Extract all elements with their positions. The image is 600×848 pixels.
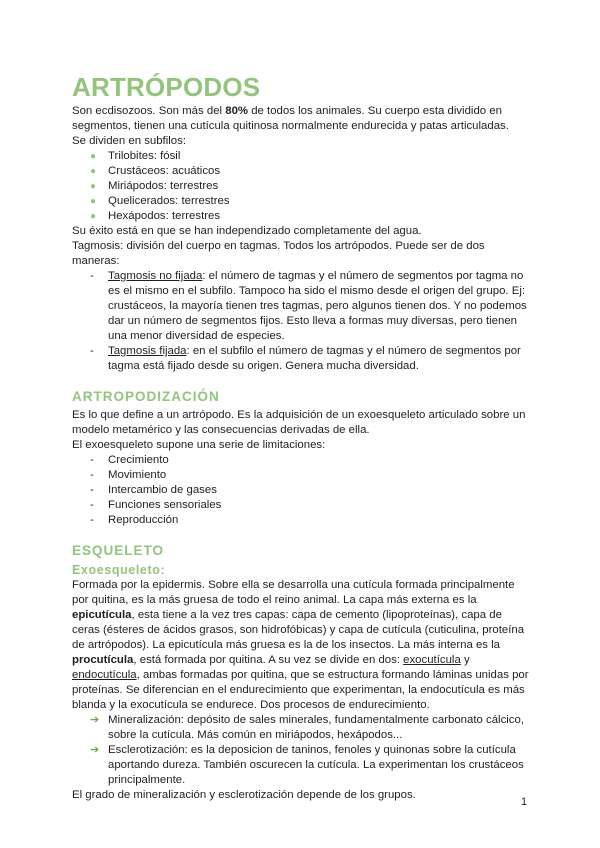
bullet-dot-icon: ● [90, 196, 97, 207]
list-item-text: Crustáceos: acuáticos [108, 165, 221, 177]
paragraph-text: , esta tiene a la vez tres capas: capa de cemento (lipoproteínas), capa de ceras (ésteres de ácidos grasos, son hidrofóbicas) y capa de cutícula (cuticulina, proteína de artrópodos). La epicutícula más gruesa es la de los insectos. La más interna es la [72, 609, 525, 651]
list-item-text: : el número de tagmas y el número de segmentos por tagma no es el mismo en el subfilo. Tampoco ha sido el mismo desde el origen del grupo. Ej: crustáceos, la mayoría tienen tres tagmas, pero algunos tienen dos. Y no podemos dar un número de segmentos fijos. Esto lleva a formas muy diversas, pero tienen una menor diversidad de especies. [108, 270, 527, 342]
dash-bullet-icon: - [90, 345, 94, 357]
arrow-right-icon: ➔ [90, 744, 100, 756]
list-item [72, 468, 532, 483]
dash-bullet-icon: - [90, 514, 94, 526]
list-item-text: Crecimiento [108, 454, 169, 466]
list-item-text: Miriápodos: terrestres [108, 180, 219, 192]
bullet-dot-icon: ● [90, 166, 97, 177]
final-paragraph: El grado de mineralización y esclerotización depende de los grupos. [72, 789, 416, 801]
list-item-text: Trilobites: fósil [108, 150, 181, 162]
dash-bullet-icon: - [90, 484, 94, 496]
subfilos-list [72, 149, 532, 224]
bullet-dot-icon: ● [90, 151, 97, 162]
dash-bullet-icon: - [90, 454, 94, 466]
list-item-text: Mineralización: depósito de sales minerales, fundamentalmente carbonato cálcico, sobre la cutícula. Más común en miriápodos, hexápodos... [108, 714, 524, 741]
list-item [72, 498, 532, 513]
document-page [72, 72, 532, 803]
list-item [72, 513, 532, 528]
list-item-text: Esclerotización: es la deposicion de taninos, fenoles y quinonas sobre la cutícula aportando dureza. También oscurecen la cutícula. La experimentan los crustáceos principalmente. [108, 744, 524, 786]
intro-paragraph [72, 104, 532, 134]
list-item [72, 164, 532, 179]
list-item-text: Reproducción [108, 514, 179, 526]
list-item [72, 179, 532, 194]
list-item-text: : en el subfilo el número de tagmas y el número de segmentos por tagma está fijado desde su origen. Genera mucha diversidad. [108, 345, 521, 372]
bold-term-epicuticula: epicutícula [72, 609, 132, 621]
list-item [72, 483, 532, 498]
list-item [72, 344, 532, 374]
underlined-term-endocuticula: endocutícula [72, 669, 137, 681]
bold-term-procuticula: procutícula [72, 654, 134, 666]
paragraph-text: Formada por la epidermis. Sobre ella se desarrolla una cutícula formada principalmente por quitina, es la más gruesa de todo el reino animal. La capa más externa es la [72, 579, 515, 606]
underlined-term-exocuticula: exocutícula [403, 654, 461, 666]
limitaciones-paragraph: El exoesqueleto supone una serie de limitaciones: [72, 439, 326, 451]
list-item [72, 453, 532, 468]
endurecimiento-list [72, 713, 532, 788]
list-item [72, 149, 532, 164]
tagmosis-list [72, 269, 532, 374]
list-item-text: Funciones sensoriales [108, 499, 222, 511]
list-item-text: Intercambio de gases [108, 484, 217, 496]
term-underlined: Tagmosis no fijada [108, 270, 203, 282]
paragraph-text: y [460, 654, 470, 666]
intro-text: Son ecdisozoos. Son más del [72, 105, 226, 117]
dash-bullet-icon: - [90, 270, 94, 282]
list-item [72, 269, 532, 344]
list-item [72, 209, 532, 224]
list-item [72, 713, 532, 743]
list-item [72, 194, 532, 209]
term-underlined: Tagmosis fijada [108, 345, 187, 357]
paragraph-text: , ambas formadas por quitina, que se estructura formando láminas unidas por proteínas. Se diferencian en el endurecimiento que experimentan, la endocutícula es más blanda y la exocutícula se endurece. Dos procesos de endurecimiento. [72, 669, 529, 711]
tagmosis-paragraph: Tagmosis: división del cuerpo en tagmas. Todos los artrópodos. Puede ser de dos maneras: [72, 240, 485, 267]
list-item-text: Hexápodos: terrestres [108, 210, 221, 222]
intro-bold-percent: 80% [225, 105, 249, 117]
subfilos-intro: Se dividen en subfilos: [72, 135, 186, 147]
exoesqueleto-paragraph [72, 578, 532, 713]
arrow-right-icon: ➔ [90, 714, 100, 726]
bullet-dot-icon: ● [90, 181, 97, 192]
intro-text-cont: de todos los animales. Su cuerpo esta dividido en segmentos, tienen una cutícula quitinosa normalmente endurecida y patas articuladas. [72, 105, 509, 132]
artropodizacion-paragraph: Es lo que define a un artrópodo. Es la adquisición de un exoesqueleto articulado sobre un modelo metamérico y las consecuencias derivadas de ella. [72, 409, 526, 436]
subheading-exoesqueleto: Exoesqueleto: [72, 563, 166, 577]
section-heading-artropodizacion: ARTROPODIZACIÓN [72, 389, 220, 404]
dash-bullet-icon: - [90, 469, 94, 481]
paragraph-text: , está formada por quitina. A su vez se divide en dos: [133, 654, 404, 666]
dash-bullet-icon: - [90, 499, 94, 511]
list-item [72, 743, 532, 788]
page-number: 1 [521, 796, 528, 808]
list-item-text: Quelicerados: terrestres [108, 195, 230, 207]
page-title: ARTRÓPODOS [72, 72, 261, 102]
bullet-dot-icon: ● [90, 211, 97, 222]
list-item-text: Movimiento [108, 469, 167, 481]
limitaciones-list [72, 453, 532, 528]
section-heading-esqueleto: ESQUELETO [72, 543, 165, 558]
exito-paragraph: Su éxito está en que se han independizado completamente del agua. [72, 225, 422, 237]
